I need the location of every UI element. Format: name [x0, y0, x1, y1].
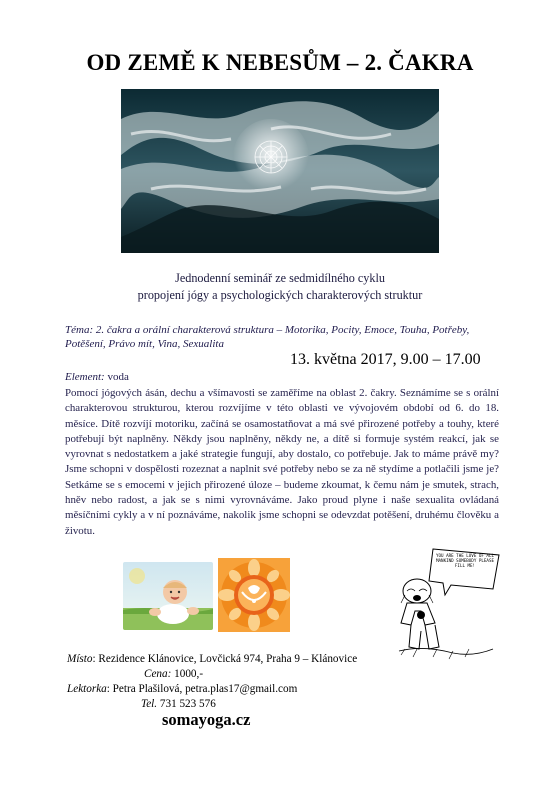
- subtitle-line-2: propojení jógy a psychologických charakterových struktur: [137, 288, 423, 302]
- place-row: [67, 652, 357, 667]
- price-row: [67, 667, 357, 682]
- element-line: [65, 371, 129, 383]
- event-info: [67, 652, 357, 712]
- event-date: 13. května 2017, 9.00 – 17.00: [290, 351, 481, 368]
- subtitle-line-1: Jednodenní seminář ze sedmidílného cyklu: [175, 271, 385, 285]
- chakra-symbol-icon: [218, 558, 290, 632]
- cartoon-illustration: [393, 545, 503, 665]
- tel-value: 731 523 576: [157, 698, 216, 710]
- lecturer-row: [67, 682, 357, 697]
- place-label: Místo: [67, 653, 93, 665]
- subtitle: [0, 270, 560, 304]
- hero-sea-image: [121, 89, 439, 253]
- price-value: 1000,-: [171, 668, 204, 680]
- element-label: Element:: [65, 371, 105, 383]
- speech-bubble-text: YOU ARE THE LOVE OF ALL MANKIND SOMEBODY PLEASE FILL ME!: [436, 553, 494, 568]
- page-title: OD ZEMĚ K NEBESŮM – 2. ČAKRA: [86, 50, 474, 75]
- website-link[interactable]: somayoga.cz: [162, 710, 251, 729]
- baby-illustration: [123, 562, 213, 630]
- sacral-chakra-image: [218, 558, 290, 632]
- element-value: voda: [104, 371, 129, 383]
- baby-photo: [123, 562, 213, 630]
- description-paragraph: Pomocí jógových ásán, dechu a všímavosti se zaměříme na oblast 2. čakry. Seznámíme se s orální charakterovou strukturou, kterou rozvíjíme v této oblasti ve vývojovém období od 6. do 18. měsíce. Dítě rozvíjí motoriku, začíná se osamostatňovat a má své přirozené potřeby a touhy, které potřebují být naplněny. Někdy jsou naplněny, někdy ne, a dítě si formuje systém reakcí, jak se vyrovnat s nedostatkem a jaké strategie fungují, aby dostalo, co potřebuje. Jak to máme právě my? Jsme schopni v dospělosti rozeznat a naplnit své potřeby nebo se za ně stydíme a potlačili jsme je? Setkáme se s emocemi v jejich přirozené úloze – budeme zkoumat, k čemu nám je smutek, strach, hněv nebo radost, a jak se s nimi vyrovnáváme. Jako proud plyne i naše sexualita ovládaná měsíčními cykly a v ní poznáváme, nakolik jsme schopni se odevzdat potěšení, druhému člověku a životu.: [65, 387, 499, 537]
- tel-label: Tel.: [141, 698, 158, 710]
- lecturer-label: Lektorka: [67, 683, 107, 695]
- crying-person-cartoon: [393, 545, 503, 665]
- lecturer-value: : Petra Plašilová, petra.plas17@gmail.com: [106, 683, 298, 695]
- sea-waves-graphic: [121, 89, 439, 253]
- price-label: Cena:: [144, 668, 172, 680]
- place-value: : Rezidence Klánovice, Lovčická 974, Praha 9 – Klánovice: [92, 653, 358, 665]
- topic-text: Téma: 2. čakra a orální charakterová struktura – Motorika, Pocity, Emoce, Touha, Potřeby, Potěšení, Právo mít, Vina, Sexualita: [65, 324, 470, 350]
